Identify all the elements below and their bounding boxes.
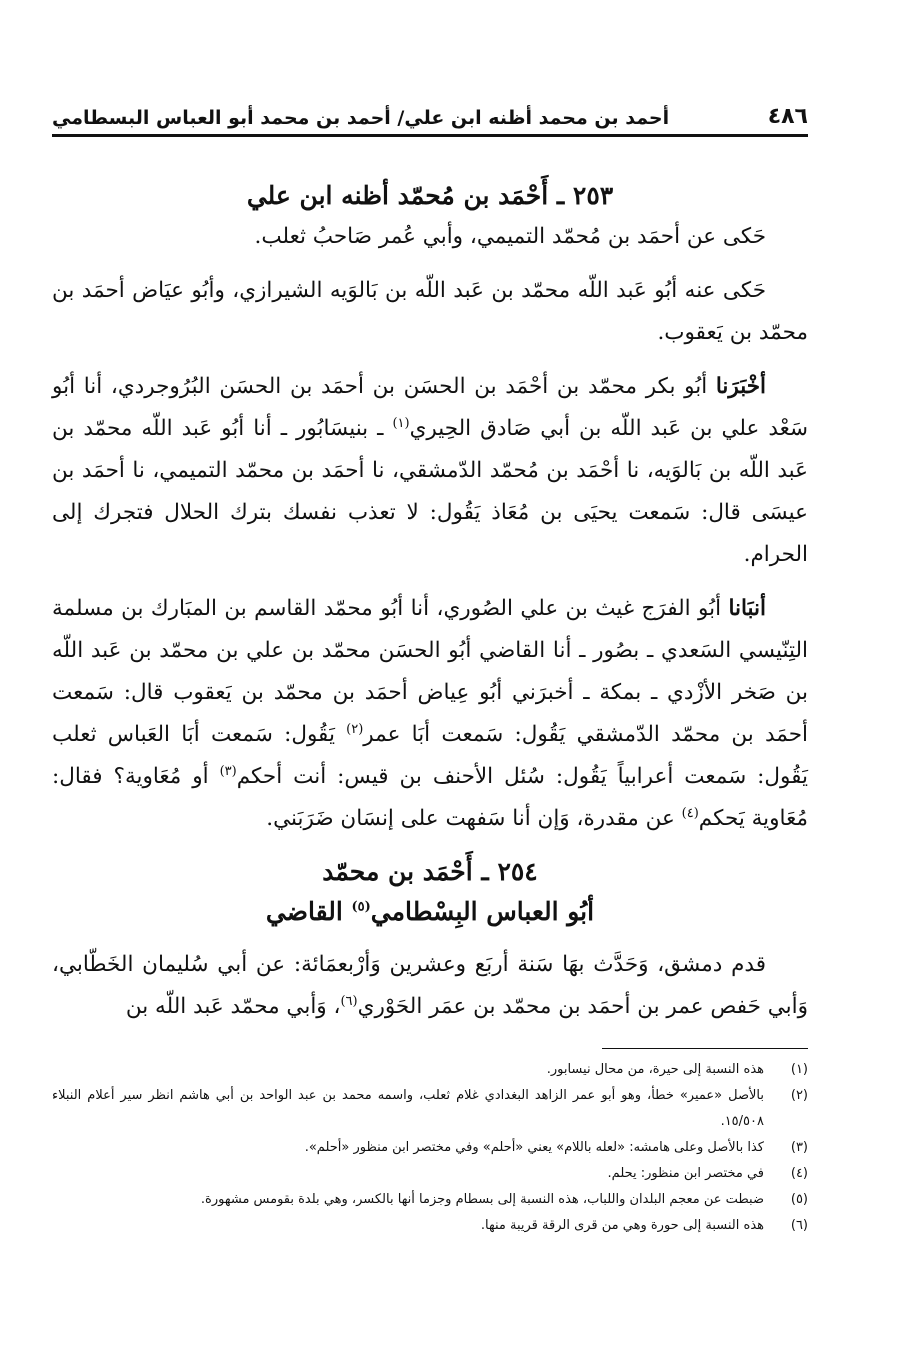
- entry-253-paragraph-1: حَكى عن أحمَد بن مُحمّد التميمي، وأبي عُمر صَاحبُ ثعلب.: [254, 224, 766, 249]
- footnote-ref-6[interactable]: (٦): [340, 993, 358, 1009]
- page-number: ٤٨٦: [767, 104, 808, 129]
- entry-254-heading: [52, 852, 808, 932]
- footnote-5: [52, 1187, 808, 1213]
- running-header: [52, 104, 808, 137]
- footnotes: [52, 1057, 808, 1239]
- footnote-text: هذه النسبة إلى حيرة، من محال نيسابور.: [546, 1062, 764, 1077]
- book-page: [52, 104, 808, 1239]
- heading-text: أبُو العباس البِسْطامي: [370, 897, 595, 926]
- paragraph-text: ، وَأبي محمّد عَبد اللّه بن: [125, 994, 341, 1019]
- footnote-text: بالأصل «عمير» خطأ، وهو أبو عمر الزاهد البغدادي غلام ثعلب، واسمه محمد بن عبد الواحد بن أبي هاشم انظر سير أعلام النبلاء ١٥/٥٠٨.: [52, 1088, 764, 1129]
- entry-253-paragraph-4: [52, 588, 808, 840]
- entry-253-heading: ٢٥٣ ـ أَحْمَد بن مُحمّد أظنه ابن علي: [246, 181, 614, 210]
- footnote-text: كذا بالأصل وعلى هامشه: «لعله باللام» يعني «أحلم» وفي مختصر ابن منظور «أحلم».: [304, 1140, 764, 1155]
- footnote-number: (٦): [790, 1218, 808, 1233]
- footnote-text: في مختصر ابن منظور: يحلم.: [607, 1166, 764, 1181]
- running-title: أحمد بن محمد أظنه ابن علي/ أحمد بن محمد أبو العباس البسطامي: [52, 107, 670, 129]
- footnote-number: (١): [790, 1062, 808, 1077]
- anbana-keyword: أنبَانا: [728, 596, 766, 621]
- entry-253-paragraph-2: حَكى عنه أبُو عَبد اللّه محمّد بن عَبد اللّه بن بَالوَيه الشيرازي، وأبُو عيَاض أحمَد بن محمّد بن يَعقوب.: [52, 278, 808, 345]
- footnote-ref-5[interactable]: (٥): [351, 899, 371, 915]
- footnote-1: [52, 1057, 808, 1083]
- paragraph-text: عن مقدرة، وَإن أنا سَفهت على إنسَان ضَرَبَني.: [266, 806, 682, 831]
- entry-254-heading-line-2: [52, 892, 808, 932]
- footnote-divider: [602, 1048, 808, 1049]
- akhbarana-keyword: أخْبَرَنا: [715, 374, 766, 399]
- paragraph-text: أو مُعَاوية؟ فقال: مُعَاوية يَحكم: [52, 764, 808, 831]
- footnote-number: (٢): [790, 1088, 808, 1103]
- heading-text: القاضي: [265, 897, 352, 926]
- footnote-4: [52, 1161, 808, 1187]
- footnote-ref-3[interactable]: (٣): [219, 763, 237, 779]
- paragraph-text: ـ بنيسَابُور ـ أنا أبُو عَبد اللّه محمّد بن عَبد اللّه بن بَالوَيه، نا أحْمَد بن مُحمّد الدّمشقي، نا أحمَد بن محمّد التميمي، نا أحمَد بن عيسَى قال: سَمعت يحيَى بن مُعَاذ يَقُول: لا تعذب نفسك بترك الحلال فتجرك إلى الحرام.: [52, 416, 808, 567]
- footnote-ref-1[interactable]: (١): [392, 415, 410, 431]
- entry-254-heading-line-1: ٢٥٤ ـ أَحْمَد بن محمّد: [322, 857, 538, 886]
- footnote-ref-4[interactable]: (٤): [681, 805, 699, 821]
- footnote-text: ضبطت عن معجم البلدان واللباب، هذه النسبة إلى بسطام وجزما أنها بالكسر، وهي بلدة بقومس مشهورة.: [200, 1192, 764, 1207]
- paragraph-text: أبُو بكر محمّد بن أحْمَد بن الحسَن بن أحمَد بن الحسَن البُرُوجردي، أنا أبُو سَعْد علي بن عَبد اللّه بن أبي صَادق الحِيري: [52, 374, 808, 441]
- footnote-number: (٤): [790, 1166, 808, 1181]
- footnote-ref-2[interactable]: (٢): [346, 721, 364, 737]
- paragraph-text: قدم دمشق، وَحَدَّث بهَا سَنة أربَع وعشرين وَأرْبعمَائة: عن أبي سُليمان الخَطّابي، وَأبي حَفص عمر بن أحمَد بن محمّد بن عمَر الحَوْري: [52, 952, 808, 1019]
- footnote-number: (٥): [790, 1192, 808, 1207]
- paragraph-text: يَقُول: سَمعت أبَا العَباس ثعلب يَقُول: سَمعت أعرابياً يَقُول: سُئل الأحنف بن قيس: أنت أحكم: [52, 722, 809, 789]
- footnote-6: [52, 1213, 808, 1239]
- footnote-text: هذه النسبة إلى حورة وهي من قرى الرقة قريبة منها.: [480, 1218, 764, 1233]
- footnote-3: [52, 1135, 808, 1161]
- footnote-number: (٣): [790, 1140, 808, 1155]
- entry-254-paragraph-1: [52, 944, 808, 1028]
- paragraph-text: أبُو الفرَج غيث بن علي الصُوري، أنا أبُو محمّد القاسم بن المبَارك بن مسلمة التِنّيسي السَعدي ـ بصُور ـ أنا القاضي أبُو الحسَن محمّد بن علي بن محمّد بن عَبد اللّه بن صَخر الأزْدي ـ بمكة ـ أخبرَني أبُو عِياض أحمَد بن محمّد بن يَعقوب قال: سَمعت أحمَد بن محمّد الدّمشقي يَقُول: سَمعت أبَا عمر: [52, 596, 808, 747]
- footnote-2: [52, 1083, 808, 1135]
- entry-253-paragraph-3: [52, 366, 808, 576]
